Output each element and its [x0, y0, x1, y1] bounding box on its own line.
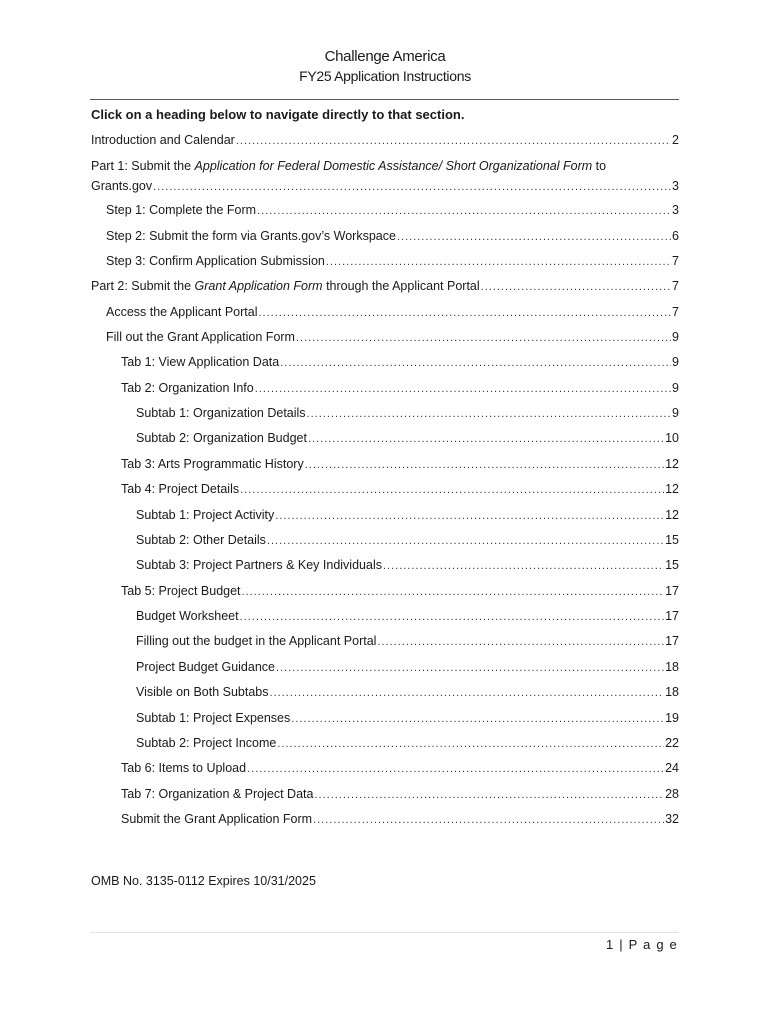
toc-entry-link[interactable] — [136, 405, 679, 422]
toc-page-number: 12 — [665, 508, 679, 522]
toc-entry-link[interactable] — [136, 710, 679, 727]
toc-entry-link[interactable] — [121, 481, 679, 498]
toc-entry-label — [121, 583, 241, 599]
toc-entry-label — [136, 557, 382, 573]
toc-entry-text: Part 2: Submit the — [91, 279, 195, 293]
toc-entry-link[interactable] — [136, 430, 679, 447]
toc-entry-text: Fill out the Grant Application Form — [106, 330, 295, 344]
toc-page-number: 7 — [672, 279, 679, 293]
toc-entry-text: Tab 2: Organization Info — [121, 381, 254, 395]
toc-entry-link[interactable] — [121, 811, 679, 828]
toc-entry-text: to — [592, 159, 607, 173]
toc-page-number: 7 — [672, 254, 679, 268]
toc-page-number: 18 — [665, 660, 679, 674]
toc-entry-label — [121, 786, 313, 802]
omb-number: OMB No. 3135-0112 Expires 10/31/2025 — [91, 874, 316, 888]
toc-entry-text: Subtab 1: Project Activity — [136, 508, 275, 522]
toc-page-number: 15 — [665, 533, 679, 547]
toc-entry-first-line[interactable] — [91, 158, 679, 174]
toc-entry-text: Tab 6: Items to Upload — [121, 761, 247, 775]
toc-page-number: 6 — [672, 229, 679, 243]
page-number: 1 | P a g e — [606, 937, 678, 952]
toc-entry-text: Step 3: Confirm Application Submission — [106, 254, 325, 268]
toc-page-number: 28 — [665, 787, 679, 801]
toc-entry-text: Subtab 1: Project Expenses — [136, 711, 291, 725]
dot-leader — [481, 279, 671, 295]
dot-leader — [314, 787, 664, 803]
toc-page-number: 7 — [672, 305, 679, 319]
dot-leader — [291, 711, 664, 727]
dot-leader — [258, 305, 671, 321]
toc-page-number: 17 — [665, 609, 679, 623]
toc-entry-link[interactable] — [106, 253, 679, 270]
toc-entry-label — [106, 304, 257, 320]
dot-leader — [257, 203, 671, 219]
toc-entry-label — [91, 132, 235, 148]
toc-entry-label — [136, 405, 306, 421]
dot-leader — [153, 179, 671, 195]
toc-entry-text: Tab 7: Organization & Project Data — [121, 787, 314, 801]
toc-entry-label — [136, 507, 274, 523]
toc-entry-link[interactable] — [106, 228, 679, 245]
toc-entry-link[interactable] — [136, 507, 679, 524]
toc-page-number: 18 — [665, 685, 679, 699]
toc-entry-label — [106, 253, 325, 269]
navigation-hint: Click on a heading below to navigate directly to that section. — [91, 107, 465, 122]
toc-page-number: 10 — [665, 431, 679, 445]
dot-leader — [247, 761, 664, 777]
dot-leader — [326, 254, 671, 270]
dot-leader — [308, 431, 664, 447]
toc-entry-text: Part 1: Submit the — [91, 159, 195, 173]
toc-entry-label — [121, 380, 254, 396]
toc-entry-label — [121, 354, 279, 370]
dot-leader — [280, 355, 671, 371]
toc-entry-text: Subtab 1: Organization Details — [136, 406, 306, 420]
toc-entry-link[interactable] — [136, 532, 679, 549]
dot-leader — [377, 634, 664, 650]
toc-entry-text: Filling out the budget in the Applicant Portal — [136, 634, 377, 648]
toc-page-number: 9 — [672, 355, 679, 369]
toc-entry-label — [106, 202, 256, 218]
toc-entry-text: Grants.gov — [91, 179, 153, 193]
toc-entry-label — [121, 811, 312, 827]
toc-page-number: 12 — [665, 482, 679, 496]
toc-page-number: 17 — [665, 584, 679, 598]
toc-page-number: 3 — [672, 203, 679, 217]
dot-leader — [383, 558, 664, 574]
toc-entry-text: Submit the Grant Application Form — [121, 812, 313, 826]
toc-entry-text: Tab 4: Project Details — [121, 482, 240, 496]
toc-entry-label — [106, 329, 295, 345]
toc-entry-text: Budget Worksheet — [136, 609, 239, 623]
toc-entry-text: Access the Applicant Portal — [106, 305, 258, 319]
toc-entry-link[interactable] — [121, 456, 679, 473]
toc-entry-link[interactable] — [106, 329, 679, 346]
toc-entry-link[interactable] — [136, 608, 679, 625]
toc-entry-link[interactable] — [121, 583, 679, 600]
toc-entry-italic-text: Application for Federal Domestic Assistance/ Short Organizational Form — [194, 159, 593, 173]
toc-entry-link[interactable] — [121, 380, 679, 397]
toc-entry-link[interactable] — [136, 557, 679, 574]
dot-leader — [277, 736, 664, 752]
toc-entry-label — [106, 228, 396, 244]
dot-leader — [296, 330, 671, 346]
toc-entry-label — [136, 710, 290, 726]
toc-entry-text: Project Budget Guidance — [136, 660, 275, 674]
toc-entry-link[interactable] — [136, 633, 679, 650]
dot-leader — [307, 406, 672, 422]
toc-entry-text: Tab 1: View Application Data — [121, 355, 280, 369]
toc-entry-text: Step 2: Submit the form via Grants.gov’s Workspace — [106, 229, 396, 243]
toc-page-number: 19 — [665, 711, 679, 725]
toc-entry-link[interactable] — [136, 684, 679, 701]
toc-page-number: 9 — [672, 330, 679, 344]
toc-entry-label — [121, 760, 246, 776]
toc-page-number: 9 — [672, 381, 679, 395]
toc-page-number: 17 — [665, 634, 679, 648]
toc-entry-link[interactable] — [91, 278, 679, 295]
toc-entry-label — [136, 735, 276, 751]
dot-leader — [276, 660, 664, 676]
dot-leader — [240, 482, 664, 498]
toc-entry-link[interactable] — [121, 760, 679, 777]
toc-entry-text: Tab 3: Arts Programmatic History — [121, 457, 304, 471]
dot-leader — [397, 229, 671, 245]
toc-entry-label — [136, 430, 307, 446]
toc-entry-text: Introduction and Calendar — [91, 133, 235, 147]
toc-page-number: 3 — [672, 179, 679, 193]
toc-entry-text: Tab 5: Project Budget — [121, 584, 241, 598]
dot-leader — [242, 584, 665, 600]
dot-leader — [275, 508, 664, 524]
toc-entry-italic-text: Grant Application Form — [194, 279, 323, 293]
toc-page-number: 22 — [665, 736, 679, 750]
toc-page-number: 2 — [672, 133, 679, 147]
toc-page-number: 24 — [665, 761, 679, 775]
toc-entry-link[interactable] — [136, 735, 679, 752]
dot-leader — [240, 609, 664, 625]
dot-leader — [236, 133, 671, 149]
toc-page-number: 9 — [672, 406, 679, 420]
toc-entry-label — [136, 608, 239, 624]
toc-entry-label — [136, 633, 376, 649]
toc-page-number: 15 — [665, 558, 679, 572]
toc-entry-text: through the Applicant Portal — [322, 279, 480, 293]
toc-page-number: 12 — [665, 457, 679, 471]
toc-entry-link[interactable] — [91, 178, 679, 195]
toc-entry-text: Step 1: Complete the Form — [106, 203, 257, 217]
toc-entry-text: Subtab 3: Project Partners & Key Individuals — [136, 558, 382, 572]
toc-entry-link[interactable] — [121, 354, 679, 371]
toc-entry-text: Subtab 2: Project Income — [136, 736, 277, 750]
document-title: Challenge America — [324, 48, 446, 65]
footer-divider — [90, 932, 679, 933]
dot-leader — [305, 457, 664, 473]
toc-entry-label — [121, 481, 239, 497]
toc-entry-text: Visible on Both Subtabs — [136, 685, 269, 699]
dot-leader — [255, 381, 671, 397]
toc-entry-link[interactable] — [106, 202, 679, 219]
toc-entry-text: Subtab 2: Organization Budget — [136, 431, 307, 445]
toc-entry-label — [136, 659, 275, 675]
toc-entry-text: Subtab 2: Other Details — [136, 533, 266, 547]
toc-entry-link[interactable] — [106, 304, 679, 321]
toc-entry-label — [91, 278, 480, 294]
dot-leader — [267, 533, 664, 549]
document-subtitle: FY25 Application Instructions — [299, 68, 471, 84]
toc-entry-label — [121, 456, 304, 472]
toc-entry-label — [136, 532, 266, 548]
toc-entry-link[interactable] — [136, 659, 679, 676]
toc-entry-link[interactable] — [91, 132, 679, 149]
toc-entry-label — [136, 684, 269, 700]
toc-page-number: 32 — [665, 812, 679, 826]
dot-leader — [270, 685, 665, 701]
dot-leader — [313, 812, 664, 828]
toc-entry-link[interactable] — [121, 786, 679, 803]
